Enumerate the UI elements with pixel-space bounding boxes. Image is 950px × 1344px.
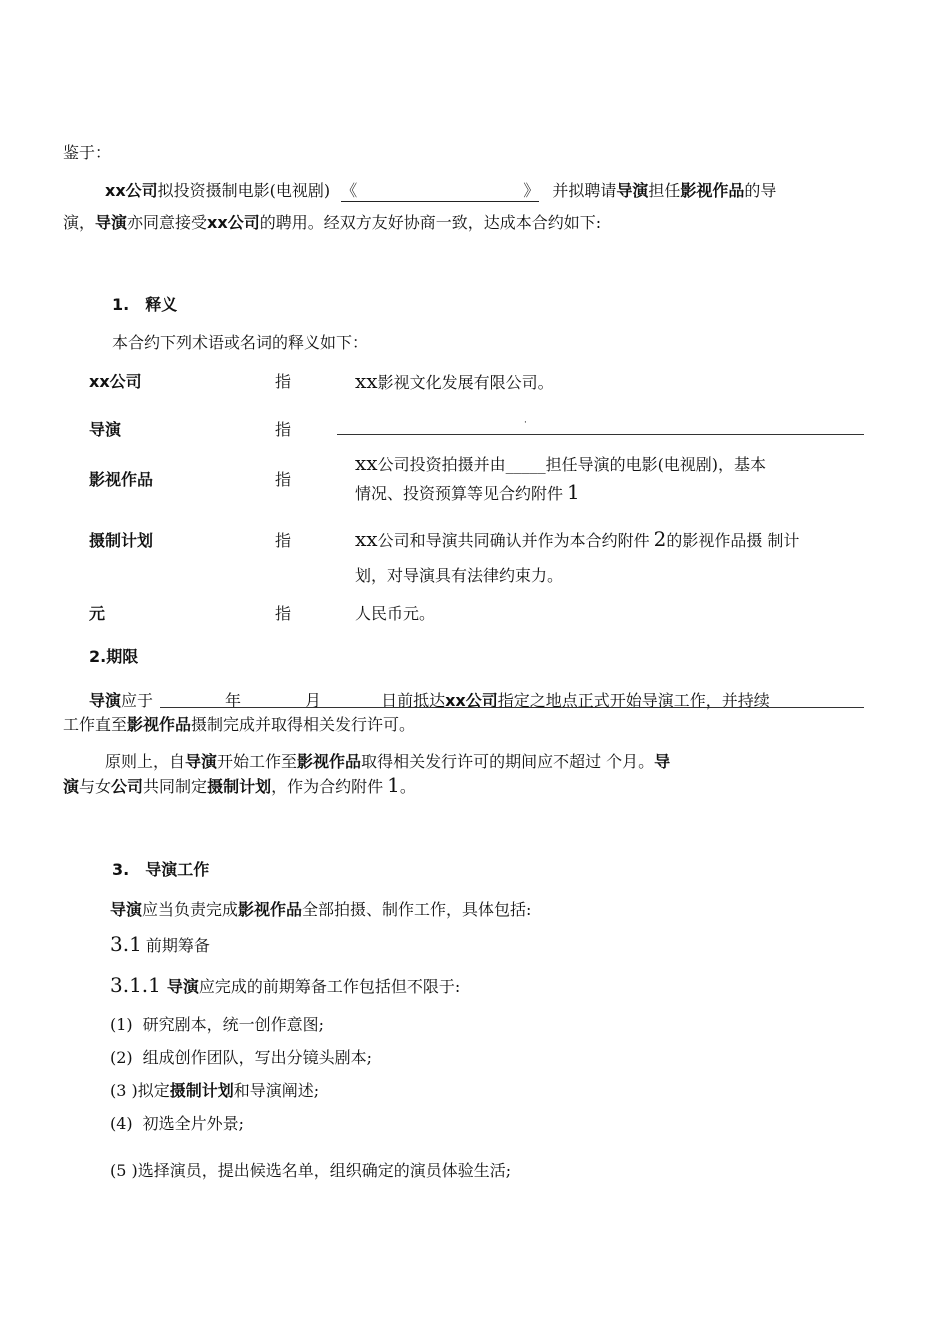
film-title-blank: 《 》 (341, 178, 539, 202)
def-text: 人民币元。 (355, 604, 436, 623)
def-term: 元 (89, 604, 106, 623)
term-line-1: 导演应于 年 月 日前抵达xx公司指定之地点正式开始导演工作，并持续 (89, 691, 770, 710)
company-term: xx公司 (207, 213, 260, 232)
section-3-heading: 3. 导演工作 (112, 860, 210, 879)
def-text: xx公司和导演共同确认并作为本合约附件 2的影视作品摄 制计 (355, 527, 800, 551)
def-means: 指 (275, 372, 292, 391)
subsection-3-1-1: 3.1.1 导演应完成的前期筹备工作包括但不限于: (110, 973, 461, 997)
director-term: 导演 (616, 181, 649, 200)
term-para-2-line-1: 原则上，自导演开始工作至影视作品取得相关发行许可的期间应不超过 个月。导 (105, 752, 671, 771)
def-text: 划，对导演具有法律约束力。 (355, 566, 564, 585)
list-item: (5 )选择演员，提出候选名单，组织确定的演员体验生活; (110, 1161, 512, 1180)
def-term: 摄制计划 (89, 531, 154, 550)
def-means: 指 (275, 531, 292, 550)
work-term: 影视作品 (680, 181, 745, 200)
subsection-3-1: 3.1 前期筹备 (110, 932, 210, 956)
def-text: 情况、投资预算等见合约附件 1 (355, 480, 580, 504)
preamble-text: 拟投资摄制电影(电视剧) (157, 181, 331, 200)
whereas-label: 鉴于： (63, 143, 112, 162)
def-term: xx公司 (89, 372, 142, 391)
def-blank-mark: · (524, 418, 527, 428)
section-2-heading: 2.期限 (89, 647, 139, 666)
def-term: 导演 (89, 420, 122, 439)
section-3-intro: 导演应当负责完成影视作品全部拍摄、制作工作，具体包括: (110, 900, 532, 919)
list-item: (4) 初选全片外景; (110, 1114, 245, 1133)
term-para-2-line-2: 演与女公司共同制定摄制计划，作为合约附件 1。 (63, 773, 416, 797)
term-line-2: 工作直至影视作品摄制完成并取得相关发行许可。 (63, 715, 416, 734)
def-text: xx影视文化发展有限公司。 (355, 369, 554, 393)
def-text: xx公司投资拍摄并由_____担任导演的电影(电视剧)，基本 (355, 451, 767, 475)
list-item: (3 )拟定摄制计划和导演阐述; (110, 1081, 320, 1100)
list-item: (1) 研究剧本，统一创作意图; (110, 1015, 325, 1034)
definitions-intro: 本合约下列术语或名词的释义如下： (112, 333, 369, 352)
def-term: 影视作品 (89, 470, 154, 489)
def-means: 指 (275, 420, 292, 439)
def-means: 指 (275, 470, 292, 489)
date-blank-line (160, 707, 864, 708)
director-name-blank-line (337, 434, 864, 435)
preamble-line-1: xx公司拟投资摄制电影(电视剧) 《 》 并拟聘请导演担任影视作品的导 (105, 178, 776, 202)
def-means: 指 (275, 604, 292, 623)
director-term: 导演 (95, 213, 128, 232)
section-1-heading: 1. 释义 (112, 295, 178, 314)
preamble-line-2: 演，导演亦同意接受xx公司的聘用。经双方友好协商一致，达成本合约如下: (63, 213, 602, 232)
list-item: (2) 组成创作团队，写出分镜头剧本; (110, 1048, 373, 1067)
company-term: xx公司 (105, 181, 158, 200)
